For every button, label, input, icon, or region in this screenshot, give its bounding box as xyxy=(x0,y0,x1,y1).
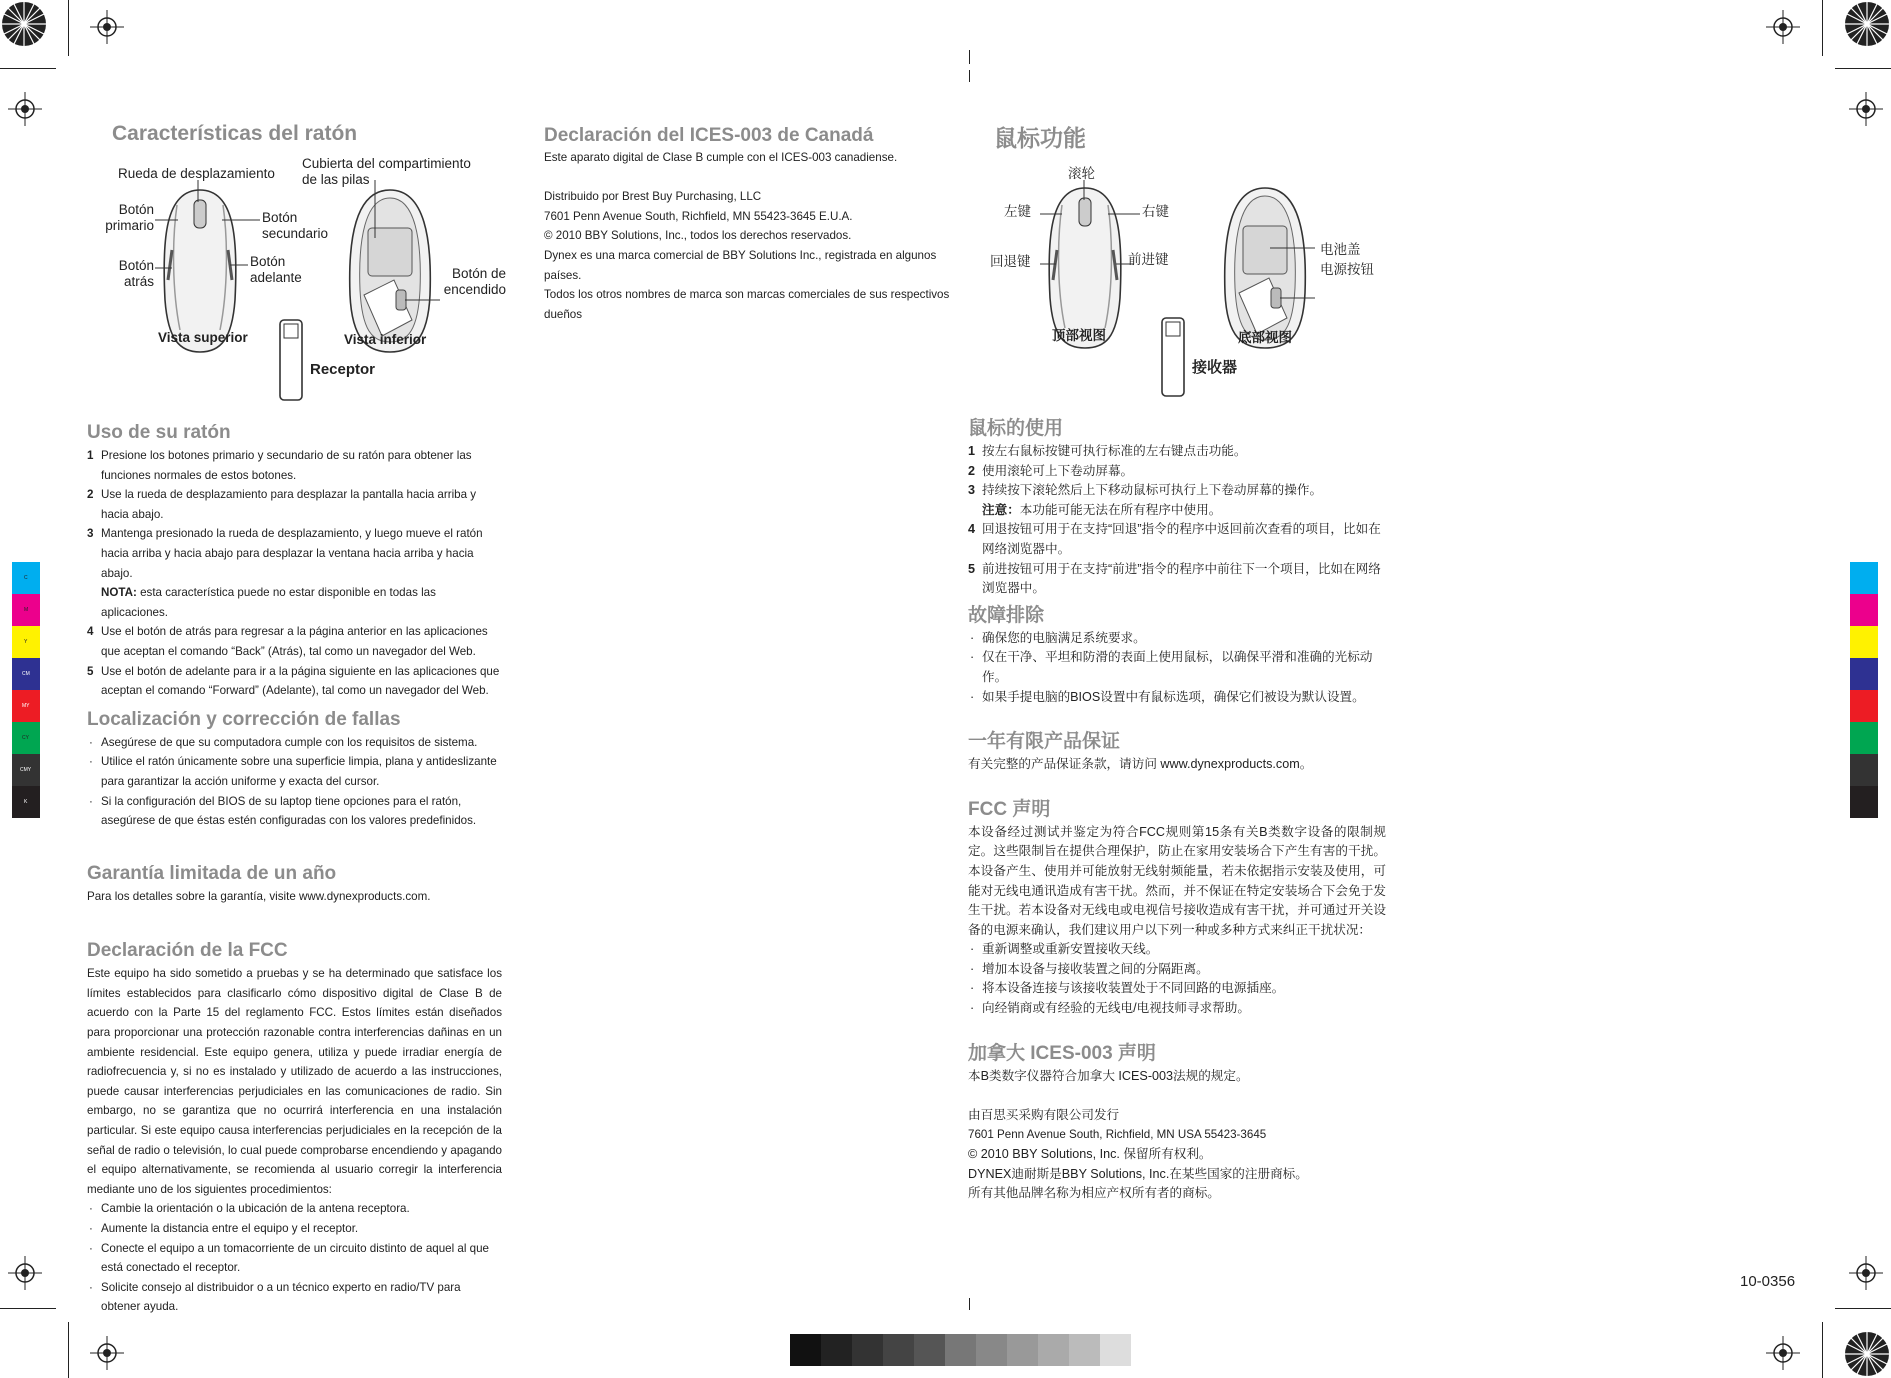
zh-usage-step: 2 使用滚轮可上下卷动屏幕。 xyxy=(968,463,1134,478)
zh-fcc-item: · 增加本设备与接收装置之间的分隔距离。 xyxy=(968,960,1386,980)
zh-text-column xyxy=(968,416,1386,1204)
es-troubleshooting-list xyxy=(87,733,502,831)
zh-ices-distributor: 由百思买采购有限公司发行 xyxy=(968,1107,1120,1122)
document-code: 10-0356 xyxy=(1740,1273,1796,1290)
es-usage-step: 2 Use la rueda de desplazamiento para desplazar la pantalla hacia arriba y hacia abajo. xyxy=(87,488,477,521)
es-label-receiver: Receptor xyxy=(310,361,376,378)
es-fcc-list xyxy=(87,1199,502,1317)
zh-label-scroll: 滚轮 xyxy=(1068,166,1095,181)
zh-label-left: 左键 xyxy=(1004,204,1031,219)
registration-mark xyxy=(1766,10,1800,44)
es-text-column xyxy=(87,420,502,1317)
zh-fcc-text: 本设备经过测试并鉴定为符合FCC规则第15条有关B类数字设备的限制规定。这些限制旨在提供合理保护，防止在家用安装场合下产生有害的干扰。本设备产生、使用并可能放射无线射频能量，若未依据指示安装及使用，可能对无线电通讯造成有害干扰。然而，并不保证在特定安装场合下会免于发生干扰。若本设备对无线电或电视信号接收造成有害干扰，并可通过开关设备的电源来确认，我们建议用户以下列一种或多种方式来纠正干扰状况： xyxy=(968,824,1386,937)
zh-fcc-title: FCC 声明 xyxy=(968,798,1051,820)
zh-warranty-title: 一年有限产品保证 xyxy=(968,731,1121,753)
es-label-power: Botón de encendido xyxy=(443,266,506,297)
es-troubleshooting-item: · Si la configuración del BIOS de su laptop tiene opciones para el ratón, asegúrese de que éstas estén configuradas con los valores predefinidos. xyxy=(87,792,502,831)
zh-troubleshooting-list xyxy=(968,629,1386,707)
zh-label-bottom-view: 底部视图 xyxy=(1238,330,1292,345)
es-usage-step: 3 Mantenga presionado la rueda de desplazamiento, y luego mueve el ratón hacia arriba y hacia abajo para desplazar la ventana hacia arriba y hacia abajo. NOTA: esta característica puede no estar disponible en todas las aplicaciones. xyxy=(87,527,483,619)
crop-line xyxy=(1822,1322,1823,1378)
color-bar-label: M xyxy=(24,607,29,613)
zh-troubleshooting-item: · 仅在干净、平坦和防滑的表面上使用鼠标，以确保平滑和准确的光标动作。 xyxy=(968,648,1386,687)
es-warranty-title: Garantía limitada de un año xyxy=(87,862,337,884)
crop-line xyxy=(1835,1308,1891,1309)
zh-usage-step: 4 回退按钮可用于在支持“回退”指令的程序中返回前次查看的项目，比如在网络浏览器中。 xyxy=(968,522,1381,556)
es-label-battery-cover: Cubierta del compartimiento de las pilas xyxy=(302,156,471,187)
zh-fcc-list xyxy=(968,940,1386,1018)
es-note-label: NOTA: xyxy=(101,586,137,600)
registration-mark xyxy=(8,92,42,126)
fold-mark xyxy=(969,1298,970,1310)
registration-mark xyxy=(1849,1256,1883,1290)
zh-troubleshooting-item: · 确保您的电脑满足系统要求。 xyxy=(968,629,1386,649)
es-label-back: Botón atrás xyxy=(118,258,154,289)
crop-line xyxy=(1822,0,1823,56)
zh-ices-line: 本B类数字仪器符合加拿大 ICES-003法规的规定。 xyxy=(968,1068,1249,1083)
es-label-secondary: Botón secundario xyxy=(262,210,329,241)
zh-label-right: 右键 xyxy=(1142,204,1169,219)
zh-warranty-text: 有关完整的产品保证条款，请访问 www.dynexproducts.com。 xyxy=(968,757,1313,772)
color-bar-label: K xyxy=(24,799,28,805)
zh-fcc-item: · 向经销商或有经验的无线电/电视技师寻求帮助。 xyxy=(968,999,1386,1019)
es-ices-title: Declaración del ICES-003 de Canadá xyxy=(544,125,874,146)
es-usage-title: Uso de su ratón xyxy=(87,422,231,443)
color-bar-label: Y xyxy=(24,639,28,645)
zh-ices-address: 7601 Penn Avenue South, Richfield, MN USA 55423-3645 xyxy=(968,1128,1267,1142)
zh-label-top-view: 顶部视图 xyxy=(1052,328,1106,343)
color-bar-label: C xyxy=(24,575,28,581)
starburst-mark-bottom-right xyxy=(1843,1330,1891,1378)
color-bar-label: MY xyxy=(22,703,30,709)
es-label-top-view: Vista superior xyxy=(158,330,248,345)
color-bar-label: CM xyxy=(22,671,30,677)
zh-label-forward: 前进键 xyxy=(1128,252,1169,267)
es-usage-step: 5 Use el botón de adelante para ir a la página siguiente en las aplicaciones que aceptan el comando “Forward” (Adelante), tal como un navegador del Web. xyxy=(87,664,500,698)
zh-note-text: 本功能可能无法在所有程序中使用。 xyxy=(1019,502,1222,517)
crop-line xyxy=(68,0,69,56)
starburst-mark-top-left xyxy=(0,0,48,48)
es-fcc-item: · Cambie la orientación o la ubicación de la antena receptora. xyxy=(87,1199,502,1219)
es-ices-trademark: Dynex es una marca comercial de BBY Solutions Inc., registrada en algunos países. xyxy=(544,248,937,282)
es-fcc-title: Declaración de la FCC xyxy=(87,940,288,962)
zh-label-back: 回退键 xyxy=(990,254,1031,269)
zh-fcc-item: · 将本设备连接与该接收装置处于不同回路的电源插座。 xyxy=(968,979,1386,999)
crop-line xyxy=(68,1322,69,1378)
es-usage-steps xyxy=(87,446,502,701)
es-label-forward: Botón adelante xyxy=(250,254,302,285)
zh-ices-other-trademarks: 所有其他品牌名称为相应产权所有者的商标。 xyxy=(968,1186,1220,1201)
es-warranty-text: Para los detalles sobre la garantía, visite www.dynexproducts.com. xyxy=(87,889,431,903)
zh-usage-step: 1 按左右鼠标按键可执行标准的左右键点击功能。 xyxy=(968,444,1247,458)
crop-line xyxy=(0,68,56,69)
es-usage-step: 1 Presione los botones primario y secundario de su ratón para obtener las funciones normales de estos botones. xyxy=(87,449,472,482)
crop-line xyxy=(0,1308,56,1309)
zh-label-receiver: 接收器 xyxy=(1192,359,1238,376)
es-label-primary: Botón primario xyxy=(105,202,154,233)
zh-ices-trademark: DYNEX迪耐斯是BBY Solutions, Inc.在某些国家的注册商标。 xyxy=(968,1166,1308,1181)
zh-label-battery: 电池盖 xyxy=(1320,242,1361,257)
es-usage-step: 4 Use el botón de atrás para regresar a la página anterior en las aplicaciones que aceptan el comando “Back” (Atrás), tal como un navegador del Web. xyxy=(87,625,488,658)
color-bar-label: CY xyxy=(22,735,29,741)
zh-note-label: 注意： xyxy=(982,502,1020,517)
zh-label-power: 电源按钮 xyxy=(1320,262,1374,277)
es-fcc-item: · Aumente la distancia entre el equipo y el receptor. xyxy=(87,1219,502,1239)
es-label-scroll-wheel: Rueda de desplazamiento xyxy=(118,166,275,181)
es-label-bottom-view: Vista inferior xyxy=(344,332,427,347)
registration-mark xyxy=(1849,92,1883,126)
zh-usage-title: 鼠标的使用 xyxy=(968,418,1064,439)
es-troubleshooting-title: Localización y corrección de fallas xyxy=(87,708,401,730)
zh-troubleshooting-title: 故障排除 xyxy=(968,604,1045,626)
es-ices-distributor: Distribuido por Brest Buy Purchasing, LLC xyxy=(544,190,762,204)
zh-ices-copyright: © 2010 BBY Solutions, Inc. 保留所有权利。 xyxy=(968,1147,1212,1162)
es-ices-other-trademarks: Todos los otros nombres de marca son marcas comerciales de sus respectivos dueños xyxy=(544,288,950,321)
es-note-text: esta característica puede no estar disponible en todas las aplicaciones. xyxy=(101,586,436,619)
crop-line xyxy=(1835,68,1891,69)
starburst-mark-top-right xyxy=(1843,0,1891,48)
zh-ices-title: 加拿大 ICES-003 声明 xyxy=(968,1042,1156,1064)
fold-mark xyxy=(969,70,970,82)
es-ices-address: 7601 Penn Avenue South, Richfield, MN 55423-3645 E.U.A. xyxy=(544,209,853,223)
zh-features-title: 鼠标功能 xyxy=(994,125,1086,151)
color-bar-label: CMY xyxy=(20,767,32,773)
es-features-title: Características del ratón xyxy=(112,122,358,145)
registration-mark xyxy=(1766,1336,1800,1370)
es-ices-line: Este aparato digital de Clase B cumple con el ICES-003 canadiense. xyxy=(544,151,898,164)
fold-mark xyxy=(969,50,970,64)
registration-mark xyxy=(90,1336,124,1370)
registration-mark xyxy=(90,10,124,44)
registration-mark xyxy=(8,1256,42,1290)
zh-usage-step: 3 持续按下滚轮然后上下移动鼠标可执行上下卷动屏幕的操作。 注意：本功能可能无法在所有程序中使用。 xyxy=(968,483,1323,517)
es-ices-copyright: © 2010 BBY Solutions, Inc., todos los derechos reservados. xyxy=(544,229,852,243)
zh-fcc-item: · 重新调整或重新安置接收天线。 xyxy=(968,940,1386,960)
es-fcc-text: Este equipo ha sido sometido a pruebas y se ha determinado que satisface los límites establecidos para clasificarlo cómo dispositivo digital de Clase B de acuerdo con la Parte 15 del reglamento FCC. Estos límites están diseñados para proporcionar una protección razonable contra interferencias dañinas en un ambiente residencial. Este equipo genera, utiliza y puede irradiar energía de radiofrecuencia y, si no es instalado y utilizado de acuerdo a las instrucciones, puede causar interferencias perjudiciales en las comunicaciones de radio. Sin embargo, no se garantiza que no ocurrirá interferencia en una instalación particular. Si este equipo causa interferencias perjudiciales en la recepción de la señal de radio o televisión, lo cual puede comprobarse encendiendo y apagando el equipo alternativamente, se recomienda al usuario corregir la interferencia mediante uno de los siguientes procedimientos: xyxy=(87,967,502,1196)
zh-usage-steps xyxy=(968,442,1386,599)
es-troubleshooting-item: · Asegúrese de que su computadora cumple con los requisitos de sistema. xyxy=(87,733,502,753)
zh-usage-step: 5 前进按钮可用于在支持“前进”指令的程序中前往下一个项目，比如在网络浏览器中。 xyxy=(968,561,1381,596)
es-fcc-item: · Conecte el equipo a un tomacorriente de un circuito distinto de aquel al que está conectado el receptor. xyxy=(87,1239,502,1278)
es-ices-section xyxy=(544,124,964,324)
es-troubleshooting-item: · Utilice el ratón únicamente sobre una superficie limpia, plana y antideslizante para garantizar la acción uniforme y exacta del cursor. xyxy=(87,752,502,791)
es-fcc-item: · Solicite consejo al distribuidor o a un técnico experto en radio/TV para obtener ayuda. xyxy=(87,1278,502,1317)
zh-troubleshooting-item: · 如果手提电脑的BIOS设置中有鼠标选项，确保它们被设为默认设置。 xyxy=(968,688,1386,708)
